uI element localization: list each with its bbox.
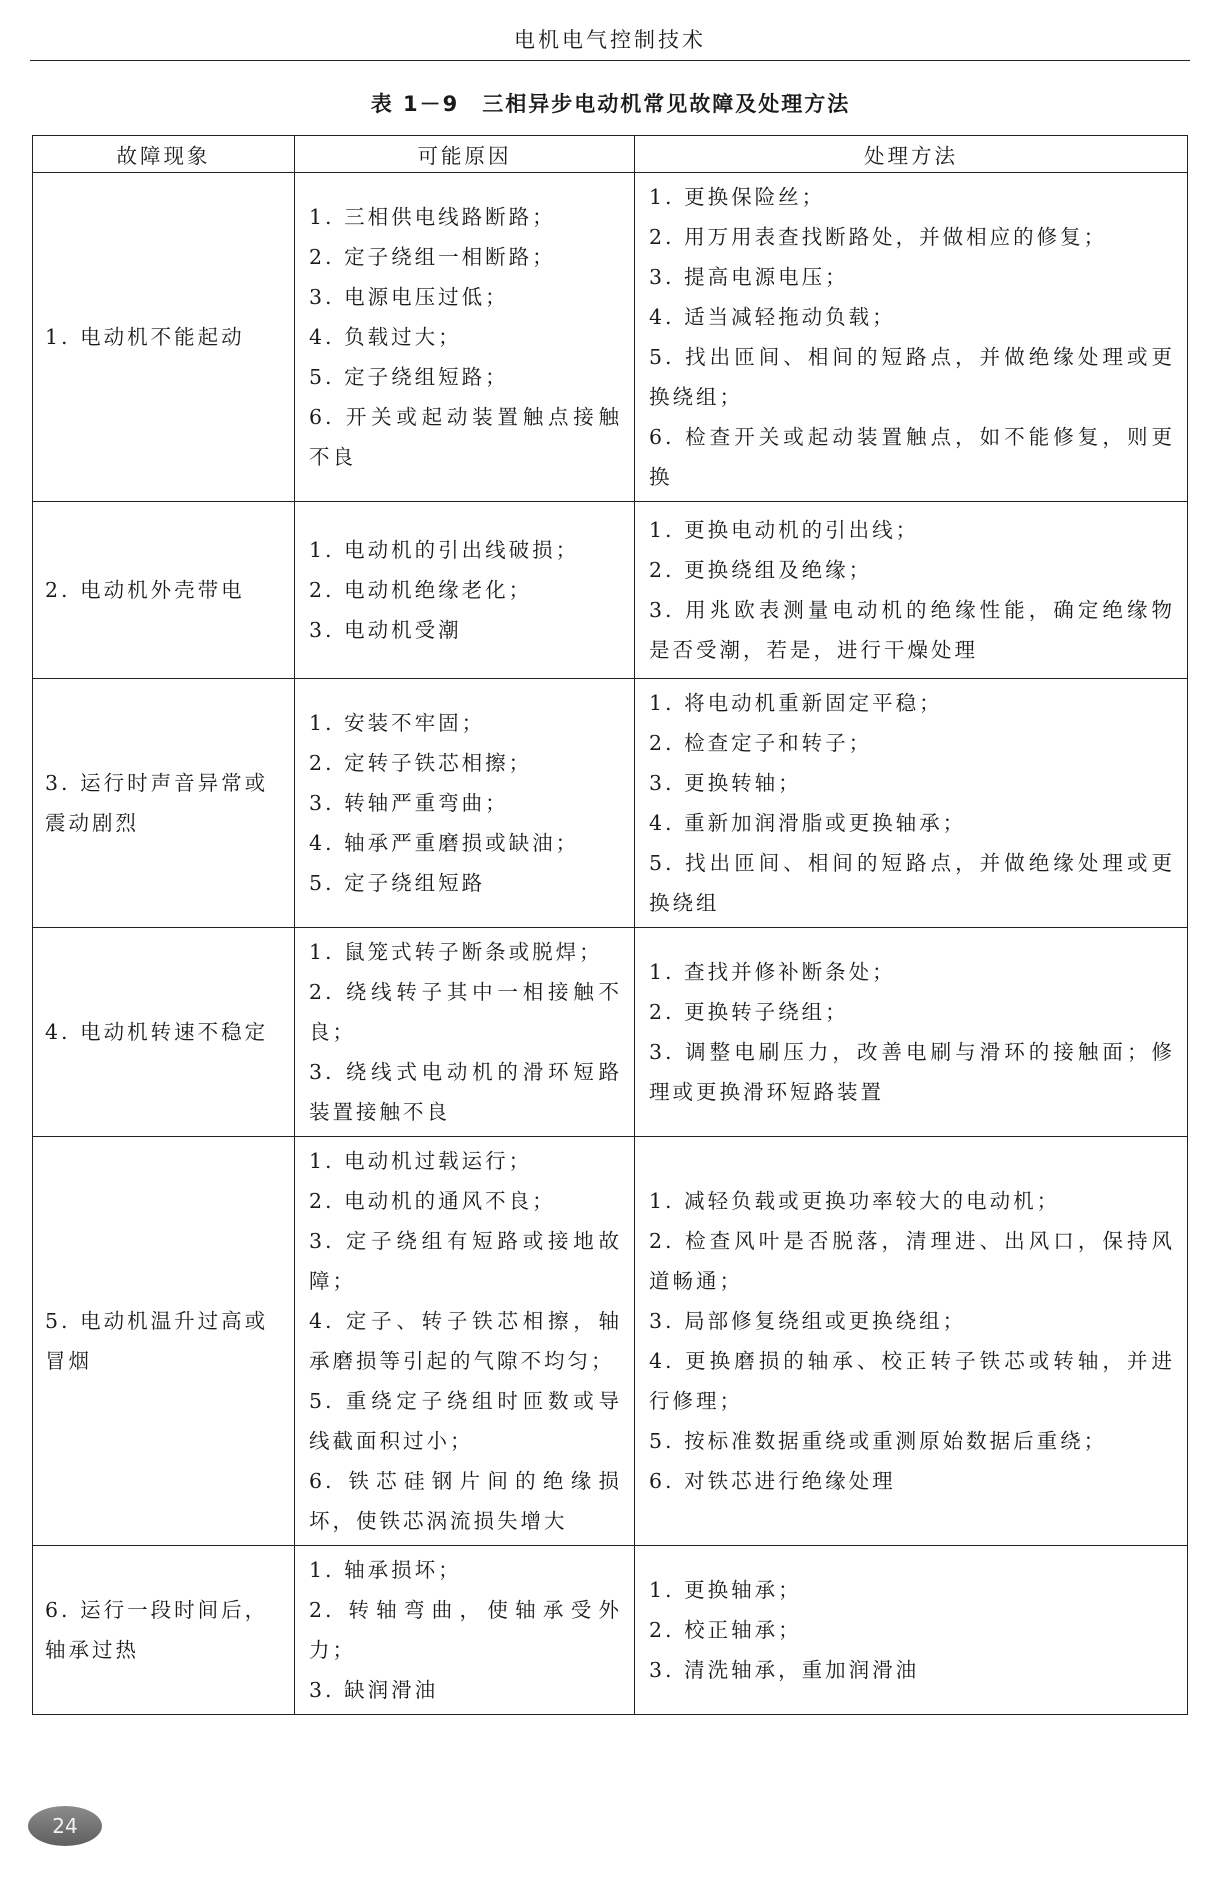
list-item: 2. 定转子铁芯相擦； bbox=[309, 751, 533, 775]
list-item: 4. 适当减轻拖动负载； bbox=[649, 305, 896, 329]
list-item: 1. 鼠笼式转子断条或脱焊； bbox=[309, 940, 603, 964]
list-item: 5. 定子绕组短路 bbox=[309, 871, 486, 895]
list-item: 5. 定子绕组短路； bbox=[309, 365, 509, 389]
list-item: 1. 将电动机重新固定平稳； bbox=[649, 691, 943, 715]
fixes-cell bbox=[635, 502, 1188, 679]
fixes-cell bbox=[635, 928, 1188, 1137]
list-item: 4. 定子、转子铁芯相擦，轴承磨损等引起的气隙不均匀； bbox=[309, 1309, 622, 1373]
list-item: 1. 电动机的引出线破损； bbox=[309, 538, 580, 562]
list-item: 2. 校正轴承； bbox=[649, 1618, 802, 1642]
list-item: 4. 负载过大； bbox=[309, 325, 462, 349]
symptom-cell: 3. 运行时声音异常或震动剧烈 bbox=[33, 679, 295, 928]
running-title: 电机电气控制技术 bbox=[514, 28, 706, 52]
fixes-cell bbox=[635, 679, 1188, 928]
running-head bbox=[30, 22, 1190, 61]
list-item: 5. 找出匝间、相间的短路点，并做绝缘处理或更换绕组 bbox=[649, 851, 1175, 915]
table-row bbox=[33, 1546, 1188, 1715]
list-item: 1. 减轻负载或更换功率较大的电动机； bbox=[649, 1189, 1061, 1213]
list-item: 1. 更换电动机的引出线； bbox=[649, 518, 920, 542]
fixes-cell bbox=[635, 173, 1188, 502]
list-item: 1. 查找并修补断条处； bbox=[649, 960, 896, 984]
list-item: 1. 轴承损坏； bbox=[309, 1558, 462, 1582]
list-item: 5. 按标准数据重绕或重测原始数据后重绕； bbox=[649, 1429, 1108, 1453]
list-item: 5. 重绕定子绕组时匝数或导线截面积过小； bbox=[309, 1389, 622, 1453]
list-item: 2. 定子绕组一相断路； bbox=[309, 245, 556, 269]
table-row bbox=[33, 173, 1188, 502]
page-number-badge: 24 bbox=[28, 1806, 102, 1846]
list-item: 1. 安装不牢固； bbox=[309, 711, 486, 735]
causes-cell bbox=[295, 502, 635, 679]
list-item: 3. 电动机受潮 bbox=[309, 618, 462, 642]
list-item: 2. 更换绕组及绝缘； bbox=[649, 558, 873, 582]
list-item: 6. 铁芯硅钢片间的绝缘损坏，使铁芯涡流损失增大 bbox=[309, 1469, 622, 1533]
list-item: 3. 电源电压过低； bbox=[309, 285, 509, 309]
column-header-causes: 可能原因 bbox=[295, 136, 635, 173]
list-item: 3. 调整电刷压力，改善电刷与滑环的接触面；修理或更换滑环短路装置 bbox=[649, 1040, 1175, 1104]
causes-cell bbox=[295, 679, 635, 928]
list-item: 2. 转轴弯曲，使轴承受外力； bbox=[309, 1598, 622, 1662]
list-item: 2. 用万用表查找断路处，并做相应的修复； bbox=[649, 225, 1108, 249]
causes-cell bbox=[295, 1546, 635, 1715]
symptom-cell: 6. 运行一段时间后，轴承过热 bbox=[33, 1546, 295, 1715]
list-item: 3. 清洗轴承，重加润滑油 bbox=[649, 1658, 920, 1682]
column-header-symptom: 故障现象 bbox=[33, 136, 295, 173]
list-item: 4. 更换磨损的轴承、校正转子铁芯或转轴，并进行修理； bbox=[649, 1349, 1175, 1413]
list-item: 4. 重新加润滑脂或更换轴承； bbox=[649, 811, 967, 835]
list-item: 3. 转轴严重弯曲； bbox=[309, 791, 509, 815]
list-item: 1. 更换轴承； bbox=[649, 1578, 802, 1602]
table-row bbox=[33, 502, 1188, 679]
fault-table bbox=[32, 135, 1188, 1715]
table-row bbox=[33, 679, 1188, 928]
list-item: 1. 更换保险丝； bbox=[649, 185, 826, 209]
table-title: 表 1－9 三相异步电动机常见故障及处理方法 bbox=[370, 92, 851, 116]
column-header-fixes: 处理方法 bbox=[635, 136, 1188, 173]
list-item: 6. 检查开关或起动装置触点，如不能修复，则更换 bbox=[649, 425, 1175, 489]
list-item: 3. 提高电源电压； bbox=[649, 265, 849, 289]
symptom-cell: 4. 电动机转速不稳定 bbox=[33, 928, 295, 1137]
fixes-cell bbox=[635, 1137, 1188, 1546]
list-item: 3. 用兆欧表测量电动机的绝缘性能，确定绝缘物是否受潮，若是，进行干燥处理 bbox=[649, 598, 1175, 662]
fixes-cell bbox=[635, 1546, 1188, 1715]
list-item: 2. 检查风叶是否脱落，清理进、出风口，保持风道畅通； bbox=[649, 1229, 1175, 1293]
list-item: 4. 轴承严重磨损或缺油； bbox=[309, 831, 580, 855]
list-item: 1. 电动机过载运行； bbox=[309, 1149, 533, 1173]
symptom-cell: 1. 电动机不能起动 bbox=[33, 173, 295, 502]
table-header-row bbox=[33, 136, 1188, 173]
list-item: 3. 定子绕组有短路或接地故障； bbox=[309, 1229, 622, 1293]
symptom-cell: 2. 电动机外壳带电 bbox=[33, 502, 295, 679]
causes-cell bbox=[295, 1137, 635, 1546]
list-item: 2. 更换转子绕组； bbox=[649, 1000, 849, 1024]
list-item: 6. 对铁芯进行绝缘处理 bbox=[649, 1469, 896, 1493]
causes-cell bbox=[295, 173, 635, 502]
table-body bbox=[33, 173, 1188, 1715]
list-item: 2. 电动机绝缘老化； bbox=[309, 578, 533, 602]
list-item: 3. 更换转轴； bbox=[649, 771, 802, 795]
list-item: 1. 三相供电线路断路； bbox=[309, 205, 556, 229]
list-item: 5. 找出匝间、相间的短路点，并做绝缘处理或更换绕组； bbox=[649, 345, 1175, 409]
list-item: 2. 检查定子和转子； bbox=[649, 731, 873, 755]
causes-cell bbox=[295, 928, 635, 1137]
list-item: 2. 绕线转子其中一相接触不良； bbox=[309, 980, 622, 1044]
list-item: 3. 局部修复绕组或更换绕组； bbox=[649, 1309, 967, 1333]
symptom-cell: 5. 电动机温升过高或冒烟 bbox=[33, 1137, 295, 1546]
table-row bbox=[33, 1137, 1188, 1546]
list-item: 6. 开关或起动装置触点接触不良 bbox=[309, 405, 622, 469]
table-row bbox=[33, 928, 1188, 1137]
list-item: 3. 缺润滑油 bbox=[309, 1678, 439, 1702]
list-item: 2. 电动机的通风不良； bbox=[309, 1189, 556, 1213]
list-item: 3. 绕线式电动机的滑环短路装置接触不良 bbox=[309, 1060, 622, 1124]
